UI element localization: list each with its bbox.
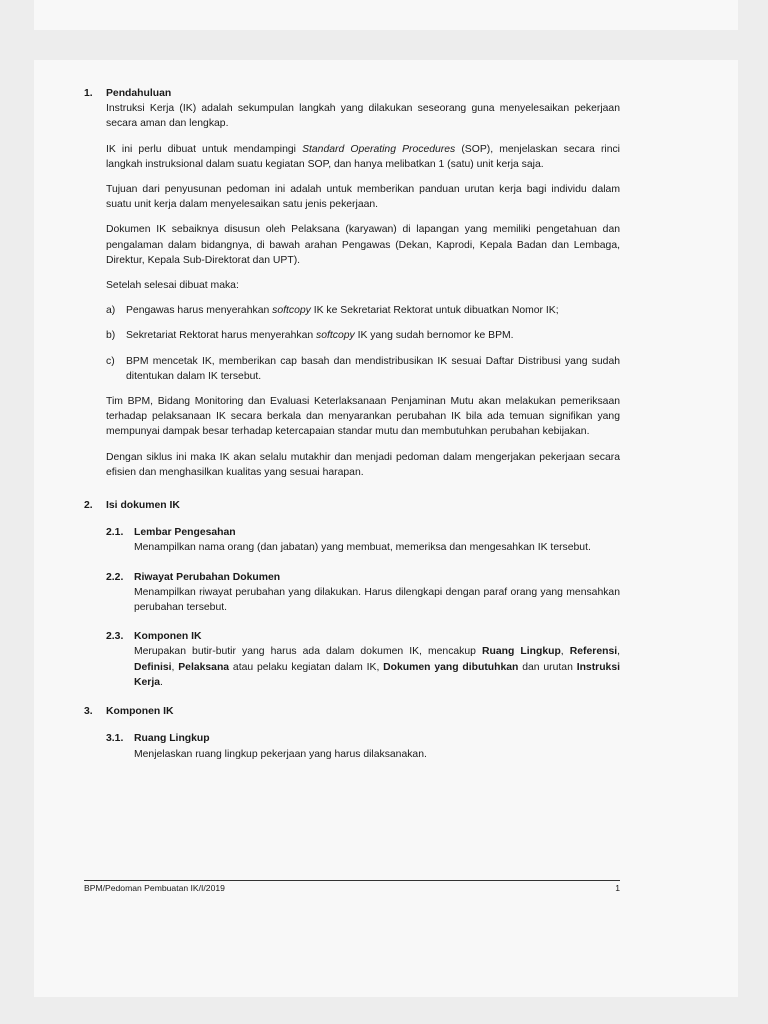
page-content — [84, 86, 620, 776]
text-run: IK ke Sekretariat Rektorat untuk dibuatkan Nomor IK; — [310, 305, 559, 317]
text-run: (SOP), menjelaskan secara rinci langkah instruksional dalam suatu kegiatan SOP, dan hanya melibatkan 1 (satu) unit kerja saja. — [106, 143, 620, 170]
section-heading — [84, 704, 620, 719]
paragraph: Tujuan dari penyusunan pedoman ini adalah untuk memberikan panduan urutan kerja bagi individu dalam suatu unit kerja dalam menyelesaikan satu jenis pekerjaan. — [106, 184, 620, 211]
section-heading — [84, 498, 620, 513]
subsection-heading — [106, 525, 620, 540]
subsection-heading — [106, 570, 620, 585]
bold-text: Instruksi Kerja — [134, 661, 620, 688]
text-run: , — [617, 646, 620, 658]
text-run: Merupakan butir-butir yang harus ada dalam dokumen IK, mencakup — [134, 646, 482, 658]
italic-text: Standard Operating Procedures — [302, 143, 456, 155]
subsection — [106, 629, 620, 690]
list-text: BPM mencetak IK, memberikan cap basah dan mendistribusikan IK sesuai Daftar Distribusi yang sudah ditentukan dalam IK tersebut. — [126, 355, 620, 382]
list-label: a) — [106, 305, 116, 317]
subsection-body — [134, 644, 620, 690]
paragraph: Dokumen IK sebaiknya disusun oleh Pelaksana (karyawan) di lapangan yang memiliki pengetahuan dan pengalaman dalam bidangnya, di bawah arahan Pengawas (Dekan, Kaprodi, Kepala Badan dan Lembaga, Direktur, Kepala Sub-Direktorat dan UPT). — [106, 224, 620, 266]
section-body — [106, 101, 620, 480]
subsection-title: Komponen IK — [134, 631, 202, 643]
text-run: . — [160, 676, 163, 688]
page-number: 1 — [615, 883, 620, 893]
page-footer — [84, 880, 620, 893]
subsection-body: Menampilkan riwayat perubahan yang dilakukan. Harus dilengkapi dengan paraf orang yang mensahkan perubahan tersebut. — [134, 586, 620, 614]
text-run: IK ini perlu dibuat untuk mendampingi — [106, 143, 303, 155]
italic-text: softcopy — [316, 330, 355, 342]
subsection-number: 3.1. — [106, 733, 124, 745]
section-heading — [84, 86, 620, 101]
list-item — [106, 354, 620, 384]
paragraph: Tim BPM, Bidang Monitoring dan Evaluasi Keterlaksanaan Penjaminan Mutu akan melakukan pemeriksaan terhadap pelaksanaan IK secara berkala dan menyarankan perubahan IK bila ada temuan signifikan yang mempunyai dampak besar terhadap ketercapaian standar mutu dan membutuhkan perubahan kebijakan. — [106, 396, 620, 438]
paragraph: Dengan siklus ini maka IK akan selalu mutakhir dan menjadi pedoman dalam mengerjakan pekerjaan secara efisien dan menghasilkan kualitas yang sesuai harapan. — [106, 451, 620, 478]
subsection-heading — [106, 731, 620, 746]
bold-text: Pelaksana — [178, 661, 230, 673]
bold-text: Ruang Lingkup — [482, 646, 561, 658]
subsection-number: 2.3. — [106, 631, 124, 643]
text-run: IK yang sudah bernomor ke BPM. — [354, 330, 514, 342]
bold-text: Referensi — [569, 646, 618, 658]
subsection-number: 2.1. — [106, 527, 124, 539]
list-item — [106, 328, 620, 343]
subsection-title: Riwayat Perubahan Dokumen — [134, 571, 281, 583]
section-number: 1. — [84, 88, 93, 99]
paragraph — [106, 142, 620, 172]
subsection — [106, 525, 620, 555]
text-run: , — [171, 661, 179, 673]
list-label: b) — [106, 330, 116, 342]
section-title: Pendahuluan — [106, 88, 172, 99]
italic-text: softcopy — [272, 305, 311, 317]
previous-page-edge — [34, 0, 738, 30]
paragraph: Setelah selesai dibuat maka: — [106, 280, 239, 292]
list-item — [106, 303, 620, 318]
subsection-heading — [106, 629, 620, 644]
text-run: atau pelaku kegiatan dalam IK, — [229, 661, 384, 673]
subsection-body: Menampilkan nama orang (dan jabatan) yang membuat, memeriksa dan mengesahkan IK tersebut. — [134, 542, 591, 554]
text-run: , — [560, 646, 570, 658]
list-text — [126, 328, 620, 343]
subsection-body: Menjelaskan ruang lingkup pekerjaan yang harus dilaksanakan. — [134, 748, 427, 760]
list-label: c) — [106, 355, 115, 367]
subsection-title: Ruang Lingkup — [134, 733, 210, 745]
text-run: Pengawas harus menyerahkan — [126, 305, 273, 317]
subsection-title: Lembar Pengesahan — [134, 527, 236, 539]
section-number: 2. — [84, 500, 93, 512]
list-text — [126, 303, 620, 318]
bold-text: Dokumen yang dibutuhkan — [383, 661, 519, 673]
subsection — [106, 731, 620, 761]
paragraph: Instruksi Kerja (IK) adalah sekumpulan langkah yang dilakukan seseorang guna menyelesaikan pekerjaan secara aman dan lengkap. — [106, 103, 620, 130]
section-title: Komponen IK — [106, 706, 174, 718]
subsection-number: 2.2. — [106, 571, 124, 583]
subsection — [106, 570, 620, 616]
section-number: 3. — [84, 706, 93, 718]
section-title: Isi dokumen IK — [106, 500, 180, 512]
footer-document-code: BPM/Pedoman Pembuatan IK/I/2019 — [84, 883, 225, 893]
bold-text: Definisi — [134, 661, 172, 673]
text-run: Sekretariat Rektorat harus menyerahkan — [126, 330, 317, 342]
text-run: dan urutan — [518, 661, 577, 673]
